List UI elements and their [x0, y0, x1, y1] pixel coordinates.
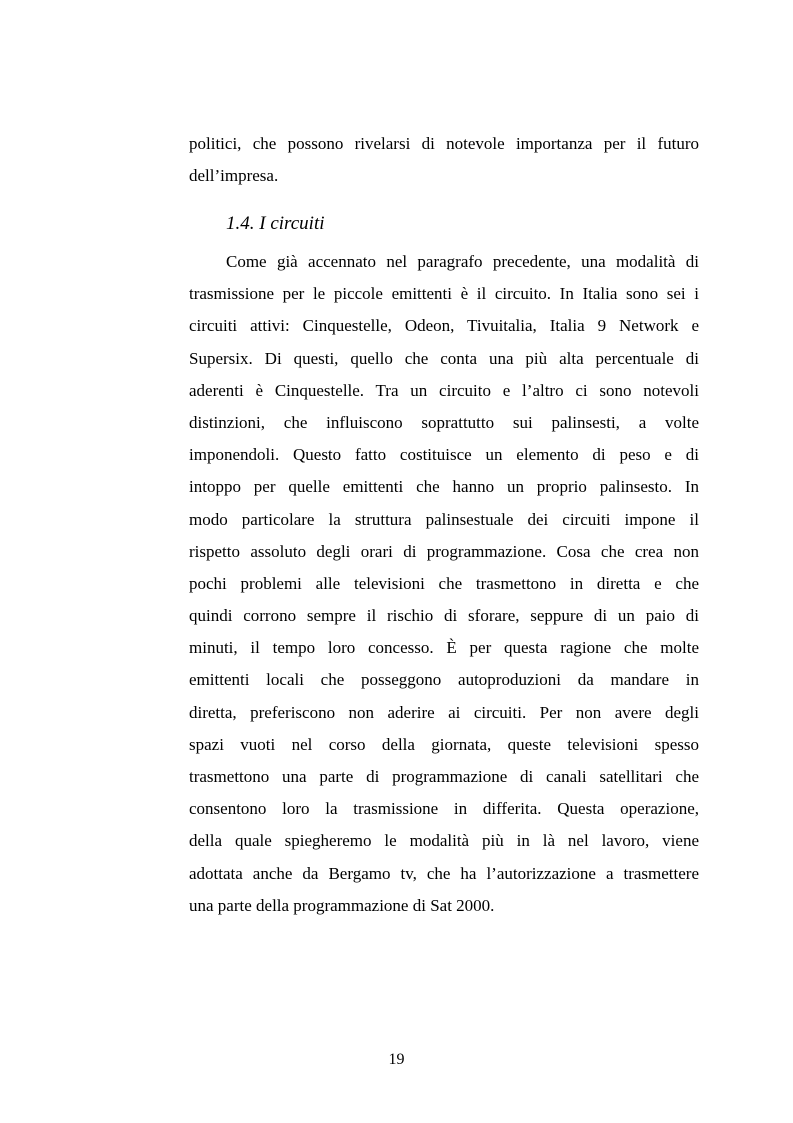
text-line: spazi vuoti nel corso della giornata, queste televisioni spesso [189, 734, 699, 754]
text-line: Supersix. Di questi, quello che conta una più alta percentuale di [189, 348, 699, 368]
text-line: intoppo per quelle emittenti che hanno un proprio palinsesto. In [189, 477, 699, 497]
text-line: minuti, il tempo loro concesso. È per questa ragione che molte [189, 638, 699, 658]
text-line: distinzioni, che influiscono soprattutto sui palinsesti, a volte [189, 412, 699, 432]
text-line: trasmissione per le piccole emittenti è il circuito. In Italia sono sei i [189, 284, 699, 304]
text-line: emittenti locali che posseggono autoproduzioni da mandare in [189, 670, 699, 690]
text-line: consentono loro la trasmissione in differita. Questa operazione, [189, 799, 699, 819]
text-line: politici, che possono rivelarsi di notevole importanza per il futuro [189, 134, 699, 153]
intro-paragraph [189, 128, 699, 192]
text-line: dell’impresa. [189, 166, 279, 186]
section-heading: 1.4. I circuiti [226, 213, 325, 234]
text-line: Come già accennato nel paragrafo precedente, una modalità di [226, 252, 699, 271]
text-line: rispetto assoluto degli orari di programmazione. Cosa che crea non [189, 541, 699, 561]
text-line: adottata anche da Bergamo tv, che ha l’autorizzazione a trasmettere [189, 863, 699, 883]
text-line: imponendoli. Questo fatto costituisce un elemento di peso e di [189, 445, 699, 465]
text-line: pochi problemi alle televisioni che trasmettono in diretta e che [189, 573, 699, 593]
page-number: 19 [388, 1051, 405, 1068]
text-line: una parte della programmazione di Sat 2000. [189, 895, 495, 915]
text-line: quindi corrono sempre il rischio di sforare, seppure di un paio di [189, 606, 699, 626]
text-line: della quale spiegheremo le modalità più in là nel lavoro, viene [189, 831, 699, 851]
text-line: circuiti attivi: Cinquestelle, Odeon, Tivuitalia, Italia 9 Network e [189, 316, 699, 336]
text-line: modo particolare la struttura palinsestuale dei circuiti impone il [189, 509, 699, 529]
text-line: aderenti è Cinquestelle. Tra un circuito e l’altro ci sono notevoli [189, 380, 699, 400]
body-paragraph [189, 246, 699, 922]
text-line: diretta, preferiscono non aderire ai circuiti. Per non avere degli [189, 702, 699, 722]
text-line: trasmettono una parte di programmazione di canali satellitari che [189, 767, 699, 786]
